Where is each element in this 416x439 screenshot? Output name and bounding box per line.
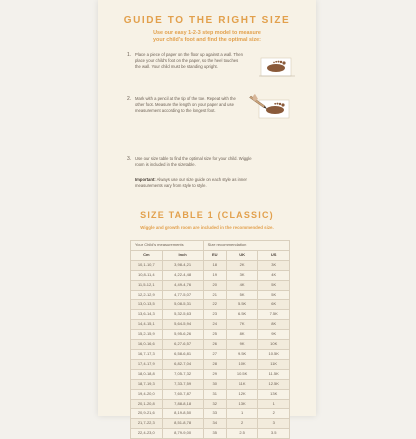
cell-cm: 18,0-18,8 [131, 369, 163, 379]
col-header-cm: Cm [131, 250, 163, 260]
cell-inch: 8,79-9,00 [162, 429, 203, 439]
cell-uk: 8K [226, 330, 258, 340]
cell-inch: 8,51-8,78 [162, 419, 203, 429]
cell-eu: 19 [203, 270, 226, 280]
cell-eu: 27 [203, 349, 226, 359]
cell-inch: 7,88-8,18 [162, 399, 203, 409]
table-row [131, 330, 290, 340]
cell-us: 10K [258, 340, 290, 350]
cell-us: 3K [258, 260, 290, 270]
cell-inch: 8,19-8,50 [162, 409, 203, 419]
cell-inch: 5,64-5,94 [162, 320, 203, 330]
cell-cm: 22,4-23,0 [131, 429, 163, 439]
table-row [131, 310, 290, 320]
cell-us: 10.5K [258, 349, 290, 359]
cell-us: 4K [258, 270, 290, 280]
table-row [131, 280, 290, 290]
table-row [131, 349, 290, 359]
cell-eu: 34 [203, 419, 226, 429]
cell-us: 11.5K [258, 369, 290, 379]
cell-uk: 5K [226, 290, 258, 300]
cell-cm: 14,4-15,1 [131, 320, 163, 330]
cell-uk: 12K [226, 389, 258, 399]
cell-cm: 11,5-12,1 [131, 280, 163, 290]
step-1-text: Place a piece of paper on the floor up against a wall. Then place your child's foot on the paper, so the heel touches the wall. Your child must be standing upright. [135, 52, 243, 69]
cell-uk: 13K [226, 399, 258, 409]
cell-uk: 1 [226, 409, 258, 419]
cell-us: 8K [258, 320, 290, 330]
cell-cm: 18,7-19,3 [131, 379, 163, 389]
cell-uk: 10K [226, 359, 258, 369]
table-row [131, 340, 290, 350]
cell-cm: 12,2-12,9 [131, 290, 163, 300]
cell-uk: 2K [226, 260, 258, 270]
cell-cm: 19,4-20,0 [131, 389, 163, 399]
cell-cm: 21,7-22,3 [131, 419, 163, 429]
cell-eu: 35 [203, 429, 226, 439]
step-2-text: Mark with a pencil at the tip of the toe. Repeat with the other foot. Measure the length on your paper and use measurement according to the longest foot. [135, 96, 236, 113]
cell-cm: 13,6-14,3 [131, 310, 163, 320]
cell-us: 13K [258, 389, 290, 399]
group-size-recommendation: Size recommendation [203, 241, 289, 251]
cell-uk: 4K [226, 280, 258, 290]
size-guide-card [98, 0, 316, 436]
cell-cm: 16,0-16,6 [131, 340, 163, 350]
table-column-headers [131, 250, 290, 260]
guide-subtitle-line-2: your child's foot and find the optimal size: [153, 37, 261, 43]
cell-uk: 5.5K [226, 300, 258, 310]
cell-inch: 4,77-5,07 [162, 290, 203, 300]
table-row [131, 300, 290, 310]
step-3-text: Use our size table to find the optimal size for your child. Wiggle room is included in the sizetable. [135, 156, 252, 167]
size-table-title: SIZE TABLE 1 (CLASSIC) [140, 210, 274, 220]
cell-cm: 17,4-17,9 [131, 359, 163, 369]
cell-eu: 21 [203, 290, 226, 300]
cell-us: 1 [258, 399, 290, 409]
col-header-inch: Inch [162, 250, 203, 260]
table-row [131, 389, 290, 399]
cell-inch: 4,49-4,76 [162, 280, 203, 290]
col-header-eu: EU [203, 250, 226, 260]
table-row [131, 369, 290, 379]
cell-uk: 3K [226, 270, 258, 280]
cell-eu: 31 [203, 389, 226, 399]
foot-on-paper-icon [251, 56, 297, 80]
cell-eu: 22 [203, 300, 226, 310]
cell-cm: 13,0-13,5 [131, 300, 163, 310]
cell-uk: 2.5 [226, 429, 258, 439]
cell-us: 9K [258, 330, 290, 340]
cell-us: 12.5K [258, 379, 290, 389]
table-group-header [131, 241, 290, 251]
cell-eu: 20 [203, 280, 226, 290]
cell-eu: 23 [203, 310, 226, 320]
cell-eu: 29 [203, 369, 226, 379]
important-note [135, 177, 255, 189]
cell-eu: 24 [203, 320, 226, 330]
cell-uk: 9.5K [226, 349, 258, 359]
cell-cm: 20,9-21,6 [131, 409, 163, 419]
table-row [131, 320, 290, 330]
group-measurements: Your Child's measurements [131, 241, 204, 251]
table-row [131, 399, 290, 409]
cell-cm: 10,1-10,7 [131, 260, 163, 270]
table-row [131, 260, 290, 270]
cell-eu: 32 [203, 399, 226, 409]
cell-cm: 10,8-11,4 [131, 270, 163, 280]
size-table [130, 240, 290, 439]
cell-cm: 20,1-20,8 [131, 399, 163, 409]
cell-us: 5K [258, 290, 290, 300]
cell-inch: 7,60-7,87 [162, 389, 203, 399]
cell-inch: 5,95-6,26 [162, 330, 203, 340]
step-3-number: 3. [127, 156, 132, 162]
cell-uk: 11K [226, 379, 258, 389]
table-row [131, 270, 290, 280]
cell-us: 5K [258, 280, 290, 290]
cell-eu: 33 [203, 409, 226, 419]
guide-title: GUIDE TO THE RIGHT SIZE [123, 15, 291, 26]
table-row [131, 419, 290, 429]
cell-us: 3 [258, 419, 290, 429]
cell-eu: 18 [203, 260, 226, 270]
guide-subtitle-line-1: Use our easy 1-2-3 step model to measure [153, 30, 261, 36]
cell-uk: 9K [226, 340, 258, 350]
cell-eu: 26 [203, 340, 226, 350]
cell-inch: 6,82-7,04 [162, 359, 203, 369]
cell-uk: 6.5K [226, 310, 258, 320]
cell-us: 7.5K [258, 310, 290, 320]
step-1-number: 1. [127, 52, 132, 58]
cell-uk: 7K [226, 320, 258, 330]
cell-eu: 30 [203, 379, 226, 389]
cell-inch: 5,08-5,31 [162, 300, 203, 310]
cell-inch: 7,05-7,32 [162, 369, 203, 379]
table-row [131, 429, 290, 439]
table-row [131, 290, 290, 300]
cell-us: 3.5 [258, 429, 290, 439]
cell-uk: 10.5K [226, 369, 258, 379]
col-header-uk: UK [226, 250, 258, 260]
table-row [131, 409, 290, 419]
foot-with-pencil-icon [245, 92, 295, 124]
cell-eu: 28 [203, 359, 226, 369]
cell-uk: 2 [226, 419, 258, 429]
cell-inch: 4,22-4,48 [162, 270, 203, 280]
table-row [131, 359, 290, 369]
cell-us: 2 [258, 409, 290, 419]
important-text: Always use our size guide on each style as inner measurements vary from style to style. [135, 177, 247, 188]
cell-cm: 15,2-15,9 [131, 330, 163, 340]
col-header-us: US [258, 250, 290, 260]
step-2-number: 2. [127, 96, 132, 102]
cell-eu: 25 [203, 330, 226, 340]
cell-inch: 3,98-4,21 [162, 260, 203, 270]
size-table-subtitle: Wiggle and growth room are included in the recommended size. [140, 225, 274, 230]
cell-inch: 6,27-6,57 [162, 340, 203, 350]
table-row [131, 379, 290, 389]
cell-inch: 7,33-7,59 [162, 379, 203, 389]
cell-inch: 6,58-6,81 [162, 349, 203, 359]
important-label: Important: [135, 177, 156, 182]
cell-cm: 16,7-17,3 [131, 349, 163, 359]
cell-us: 11K [258, 359, 290, 369]
guide-subtitle [98, 30, 316, 44]
cell-inch: 5,32-5,63 [162, 310, 203, 320]
cell-us: 6K [258, 300, 290, 310]
